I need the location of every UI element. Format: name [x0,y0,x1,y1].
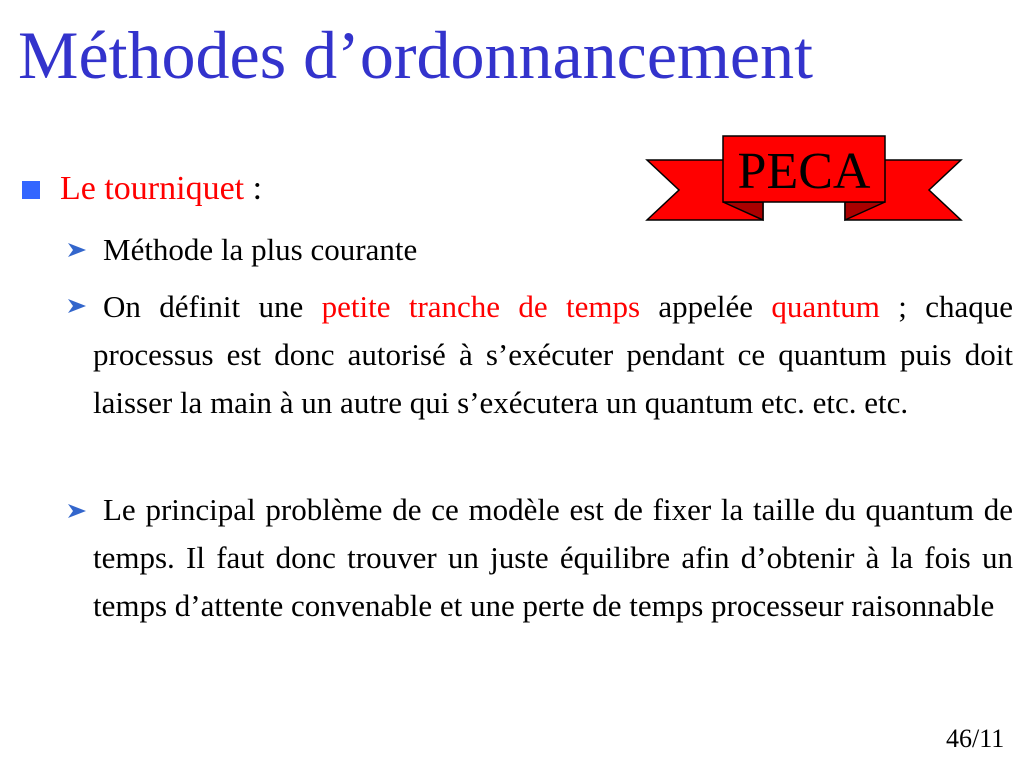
point-3-text: Le principal problème de ce modèle est de fixer la taille du quantum de temps. Il faut donc trouver un juste équilibre afin d’obtenir à la fois un temps d’attente convenable et une perte de temps processeur raisonnable [93,492,1013,623]
arrow-bullet-icon [66,502,88,520]
page-number: 46/11 [946,724,1005,753]
badge-label: PECA [737,143,871,200]
heading-line [60,165,262,213]
point-1 [93,226,1013,274]
heading-suffix: : [244,170,263,207]
point-1-text: Méthode la plus courante [103,232,418,267]
point-3 [93,486,1013,630]
arrow-bullet-icon [66,241,88,259]
arrow-bullet-icon [66,297,88,315]
point-2 [93,283,1013,427]
point-2-text-c: ; chaque processus est donc autorisé à s’exécuter pendant ce quantum puis doit laisser la main à un autre qui s’exécutera un quantum etc. etc. etc. [93,289,1014,420]
square-bullet-icon [22,181,40,199]
point-2-text-b: appelée [640,289,772,324]
point-2-highlight-b: quantum [771,289,880,324]
slide-title: Méthodes d’ordonnancement [18,17,813,93]
point-2-text-a: On définit une [103,289,322,324]
heading-label: Le tourniquet [60,170,245,207]
point-2-highlight-a: petite tranche de temps [321,289,641,324]
